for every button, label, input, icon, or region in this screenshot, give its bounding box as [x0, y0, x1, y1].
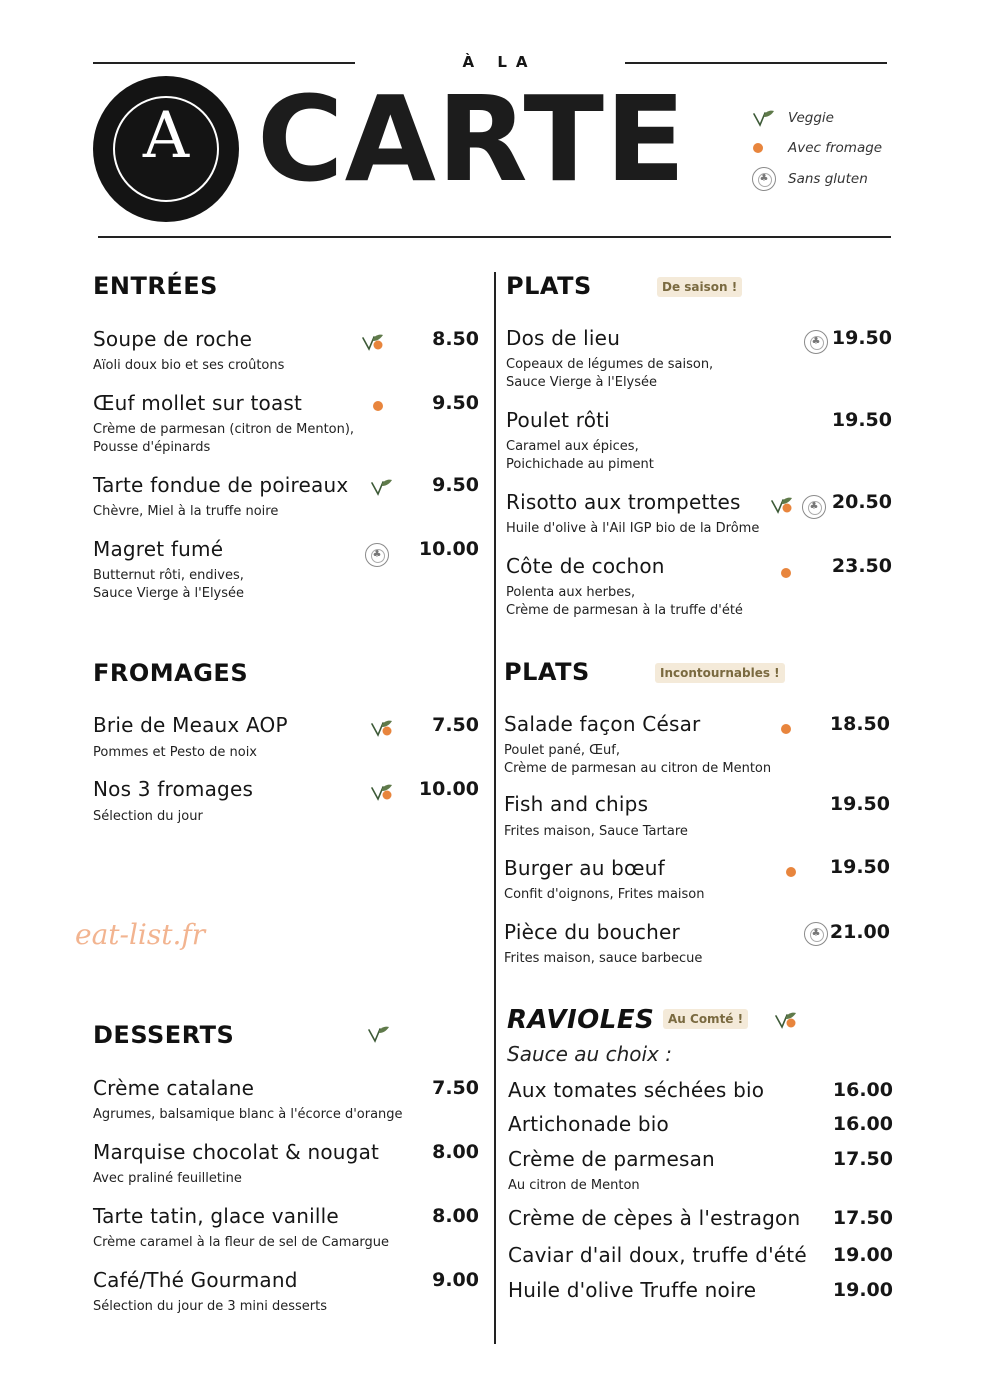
item-name: Soupe de roche	[93, 327, 253, 351]
item-name: Aux tomates séchées bio	[508, 1078, 765, 1102]
item-name: Brie de Meaux AOP	[93, 713, 288, 737]
item-description: Aïoli doux bio et ses croûtons	[93, 358, 285, 373]
item-price: 7.50	[432, 1077, 479, 1099]
cheese-dot-icon	[781, 724, 791, 734]
legend-cheese-label: Avec fromage	[788, 140, 883, 156]
item-price: 23.50	[831, 555, 892, 577]
section-title-plats-saison: PLATS	[506, 272, 592, 300]
section-title-desserts: DESSERTS	[93, 1021, 235, 1049]
item-name: Côte de cochon	[506, 554, 665, 578]
item-name: Crème catalane	[93, 1076, 255, 1100]
column-divider	[494, 272, 496, 1344]
item-price: 10.00	[418, 538, 479, 560]
item-price: 9.50	[432, 392, 479, 414]
item-description: Confit d'oignons, Frites maison	[504, 887, 705, 902]
item-name: Crème de cèpes à l'estragon	[508, 1206, 801, 1230]
item-description: Frites maison, sauce barbecue	[504, 951, 703, 966]
item-name: Fish and chips	[504, 792, 649, 816]
item-description: Sauce Vierge à l'Elysée	[93, 586, 245, 601]
item-description: Poulet pané, Œuf,	[504, 743, 620, 758]
page-title: CARTE	[257, 70, 687, 208]
item-price: 10.00	[418, 778, 479, 800]
item-description: Polenta aux herbes,	[506, 585, 636, 600]
cheese-dot-icon	[781, 568, 791, 578]
gluten-free-icon: ♣	[365, 543, 389, 567]
item-name: Pièce du boucher	[504, 920, 680, 944]
item-description: Pousse d'épinards	[93, 440, 211, 455]
item-description: Caramel aux épices,	[506, 439, 639, 454]
header-subtitle: À LA	[462, 53, 537, 71]
sauce-choice-label: Sauce au choix :	[507, 1042, 672, 1066]
item-name: Crème de parmesan	[508, 1147, 715, 1171]
item-description: Sélection du jour	[93, 809, 203, 824]
veggie-cheese-icon	[370, 783, 394, 801]
item-price: 18.50	[829, 713, 890, 735]
item-name: Café/Thé Gourmand	[93, 1268, 298, 1292]
veggie-cheese-icon	[370, 719, 394, 737]
gluten-free-icon: ♣	[804, 330, 828, 354]
item-description: Huile d'olive à l'Ail IGP bio de la Drôme	[506, 521, 760, 536]
veggie-cheese-icon	[361, 333, 385, 351]
watermark-text: eat-list.fr	[75, 918, 206, 951]
logo-letter: A	[142, 99, 190, 173]
item-price: 19.50	[831, 327, 892, 349]
item-price: 16.00	[832, 1113, 893, 1135]
item-description: Butternut rôti, endives,	[93, 568, 244, 583]
item-price: 9.50	[432, 474, 479, 496]
header-divider	[98, 236, 891, 238]
item-description: Crème de parmesan (citron de Menton),	[93, 422, 355, 437]
item-price: 8.00	[432, 1141, 479, 1163]
item-name: Nos 3 fromages	[93, 777, 254, 801]
item-description: Copeaux de légumes de saison,	[506, 357, 714, 372]
veggie-icon	[752, 109, 776, 127]
badge-de-saison: De saison !	[657, 277, 742, 297]
section-title-ravioles: RAVIOLES	[507, 1005, 655, 1035]
item-description: Pommes et Pesto de noix	[93, 745, 257, 760]
veggie-icon	[370, 478, 394, 496]
item-description: Agrumes, balsamique blanc à l'écorce d'orange	[93, 1107, 403, 1122]
veggie-icon	[367, 1025, 391, 1043]
gluten-free-icon: ♣	[802, 495, 826, 519]
item-name: Artichonade bio	[508, 1112, 669, 1136]
item-description: Crème caramel à la fleur de sel de Camargue	[93, 1235, 390, 1250]
item-description: Poichichade au piment	[506, 457, 654, 472]
item-price: 19.00	[832, 1279, 893, 1301]
item-price: 19.50	[829, 793, 890, 815]
section-title-entrees: ENTRÉES	[93, 272, 218, 300]
badge-incontournables: Incontournables !	[655, 663, 785, 683]
section-title-plats-incontournables: PLATS	[504, 658, 590, 686]
cheese-dot-icon	[786, 867, 796, 877]
item-description: Avec praliné feuilletine	[93, 1171, 242, 1186]
badge-au-comte: Au Comté !	[663, 1009, 748, 1029]
item-description: Sélection du jour de 3 mini desserts	[93, 1299, 327, 1314]
item-name: Magret fumé	[93, 537, 224, 561]
item-price: 9.00	[432, 1269, 479, 1291]
legend-gluten-free-label: Sans gluten	[788, 171, 868, 187]
item-name: Salade façon César	[504, 712, 701, 736]
item-price: 21.00	[829, 921, 890, 943]
item-price: 19.50	[829, 856, 890, 878]
item-name: Huile d'olive Truffe noire	[508, 1278, 757, 1302]
item-name: Marquise chocolat & nougat	[93, 1140, 380, 1164]
item-price: 8.50	[432, 328, 479, 350]
restaurant-logo	[93, 76, 239, 222]
item-name: Tarte tatin, glace vanille	[93, 1204, 339, 1228]
item-name: Dos de lieu	[506, 326, 621, 350]
cheese-dot-icon	[753, 143, 763, 153]
legend-veggie-label: Veggie	[788, 110, 834, 126]
item-name: Risotto aux trompettes	[506, 490, 741, 514]
cheese-dot-icon	[373, 401, 383, 411]
item-name: Œuf mollet sur toast	[93, 391, 303, 415]
item-price: 16.00	[832, 1079, 893, 1101]
item-name: Tarte fondue de poireaux	[93, 473, 349, 497]
item-price: 19.00	[832, 1244, 893, 1266]
item-name: Caviar d'ail doux, truffe d'été	[508, 1243, 807, 1267]
item-price: 7.50	[432, 714, 479, 736]
item-price: 17.50	[832, 1148, 893, 1170]
item-description: Chèvre, Miel à la truffe noire	[93, 504, 279, 519]
item-description: Crème de parmesan au citron de Menton	[504, 761, 772, 776]
item-price: 19.50	[831, 409, 892, 431]
item-name: Poulet rôti	[506, 408, 610, 432]
section-title-fromages: FROMAGES	[93, 659, 249, 687]
item-name: Burger au bœuf	[504, 856, 665, 880]
veggie-cheese-icon	[770, 496, 794, 514]
item-description: Frites maison, Sauce Tartare	[504, 824, 688, 839]
gluten-free-icon: ♣	[804, 922, 828, 946]
item-price: 20.50	[831, 491, 892, 513]
item-price: 17.50	[832, 1207, 893, 1229]
item-description: Crème de parmesan à la truffe d'été	[506, 603, 743, 618]
veggie-cheese-icon	[774, 1011, 798, 1029]
gluten-free-icon: ♣	[752, 167, 776, 191]
item-description: Au citron de Menton	[508, 1178, 640, 1193]
item-description: Sauce Vierge à l'Elysée	[506, 375, 658, 390]
item-price: 8.00	[432, 1205, 479, 1227]
